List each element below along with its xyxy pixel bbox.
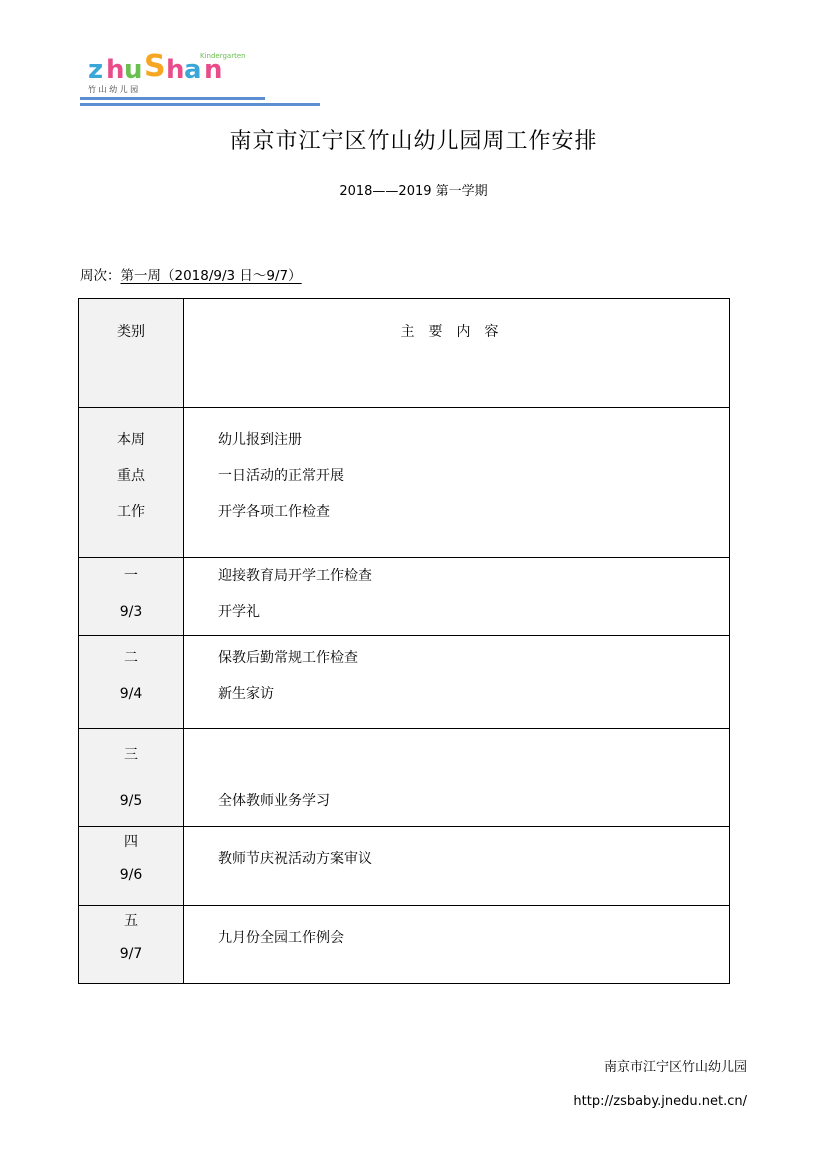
category-line: 二 (124, 650, 138, 666)
svg-text:a: a (184, 55, 202, 85)
category-line: 工作 (117, 504, 145, 520)
category-line: 9/3 (119, 604, 143, 620)
content-item: 幼儿报到注册 (218, 432, 302, 448)
header-category-cell (79, 299, 184, 408)
content-item: 一日活动的正常开展 (218, 468, 344, 484)
schedule-table (78, 298, 730, 984)
footer-organization: 南京市江宁区竹山幼儿园 (603, 1060, 747, 1075)
category-line: 三 (124, 747, 138, 763)
svg-text:Kindergarten: Kindergarten (200, 52, 246, 60)
header-content: 主要内容 (400, 324, 513, 340)
content-item: 开学礼 (218, 604, 260, 620)
category-cell (79, 729, 184, 827)
content-item (218, 760, 729, 783)
category-cell (79, 558, 184, 636)
page-title: 南京市江宁区竹山幼儿园周工作安排 (229, 129, 598, 154)
content-item: 九月份全园工作例会 (218, 930, 344, 946)
svg-text:u: u (124, 55, 143, 85)
content-cell (184, 729, 730, 827)
category-cell (79, 408, 184, 558)
category-line: 一 (124, 568, 138, 584)
content-cell (184, 906, 730, 984)
semester-subtitle: 2018——2019 第一学期 (339, 184, 488, 199)
content-cell (184, 636, 730, 729)
svg-text:z: z (88, 55, 104, 85)
category-cell (79, 906, 184, 984)
category-cell (79, 636, 184, 729)
week-value: 第一周（2018/9/3 日～9/7） (120, 268, 302, 284)
week-label: 周次： (80, 268, 121, 284)
svg-text:h: h (166, 55, 185, 85)
table-row (79, 636, 730, 729)
header-category: 类别 (117, 324, 145, 340)
content-cell (184, 408, 730, 558)
content-item: 教师节庆祝活动方案审议 (218, 851, 372, 867)
svg-text:S: S (144, 49, 166, 84)
kindergarten-logo (80, 40, 320, 110)
content-item (218, 737, 729, 760)
category-line: 五 (124, 913, 138, 929)
content-cell (184, 558, 730, 636)
svg-text:n: n (204, 55, 223, 85)
table-row (79, 729, 730, 827)
footer-url-link[interactable]: http://zsbaby.jnedu.net.cn/ (573, 1094, 747, 1109)
content-item: 全体教师业务学习 (218, 793, 330, 809)
table-header-row (79, 299, 730, 408)
category-line: 9/5 (119, 793, 143, 809)
week-info (80, 264, 302, 284)
content-item: 开学各项工作检查 (218, 504, 330, 520)
content-item: 迎接教育局开学工作检查 (218, 568, 372, 584)
svg-text:h: h (106, 55, 125, 85)
category-line: 9/7 (119, 946, 143, 962)
category-line: 9/4 (119, 686, 143, 702)
table-row (79, 408, 730, 558)
content-item: 保教后勤常规工作检查 (218, 650, 358, 666)
category-line: 9/6 (119, 867, 143, 883)
content-cell (184, 827, 730, 906)
content-item: 新生家访 (218, 686, 274, 702)
category-cell (79, 827, 184, 906)
table-row (79, 558, 730, 636)
table-row (79, 827, 730, 906)
table-row (79, 906, 730, 984)
category-line: 四 (124, 834, 138, 850)
category-line: 本周 (117, 432, 145, 448)
header-content-cell (184, 299, 730, 408)
category-line: 重点 (117, 468, 145, 484)
svg-text:竹 山 幼 儿 园: 竹 山 幼 儿 园 (88, 85, 139, 94)
